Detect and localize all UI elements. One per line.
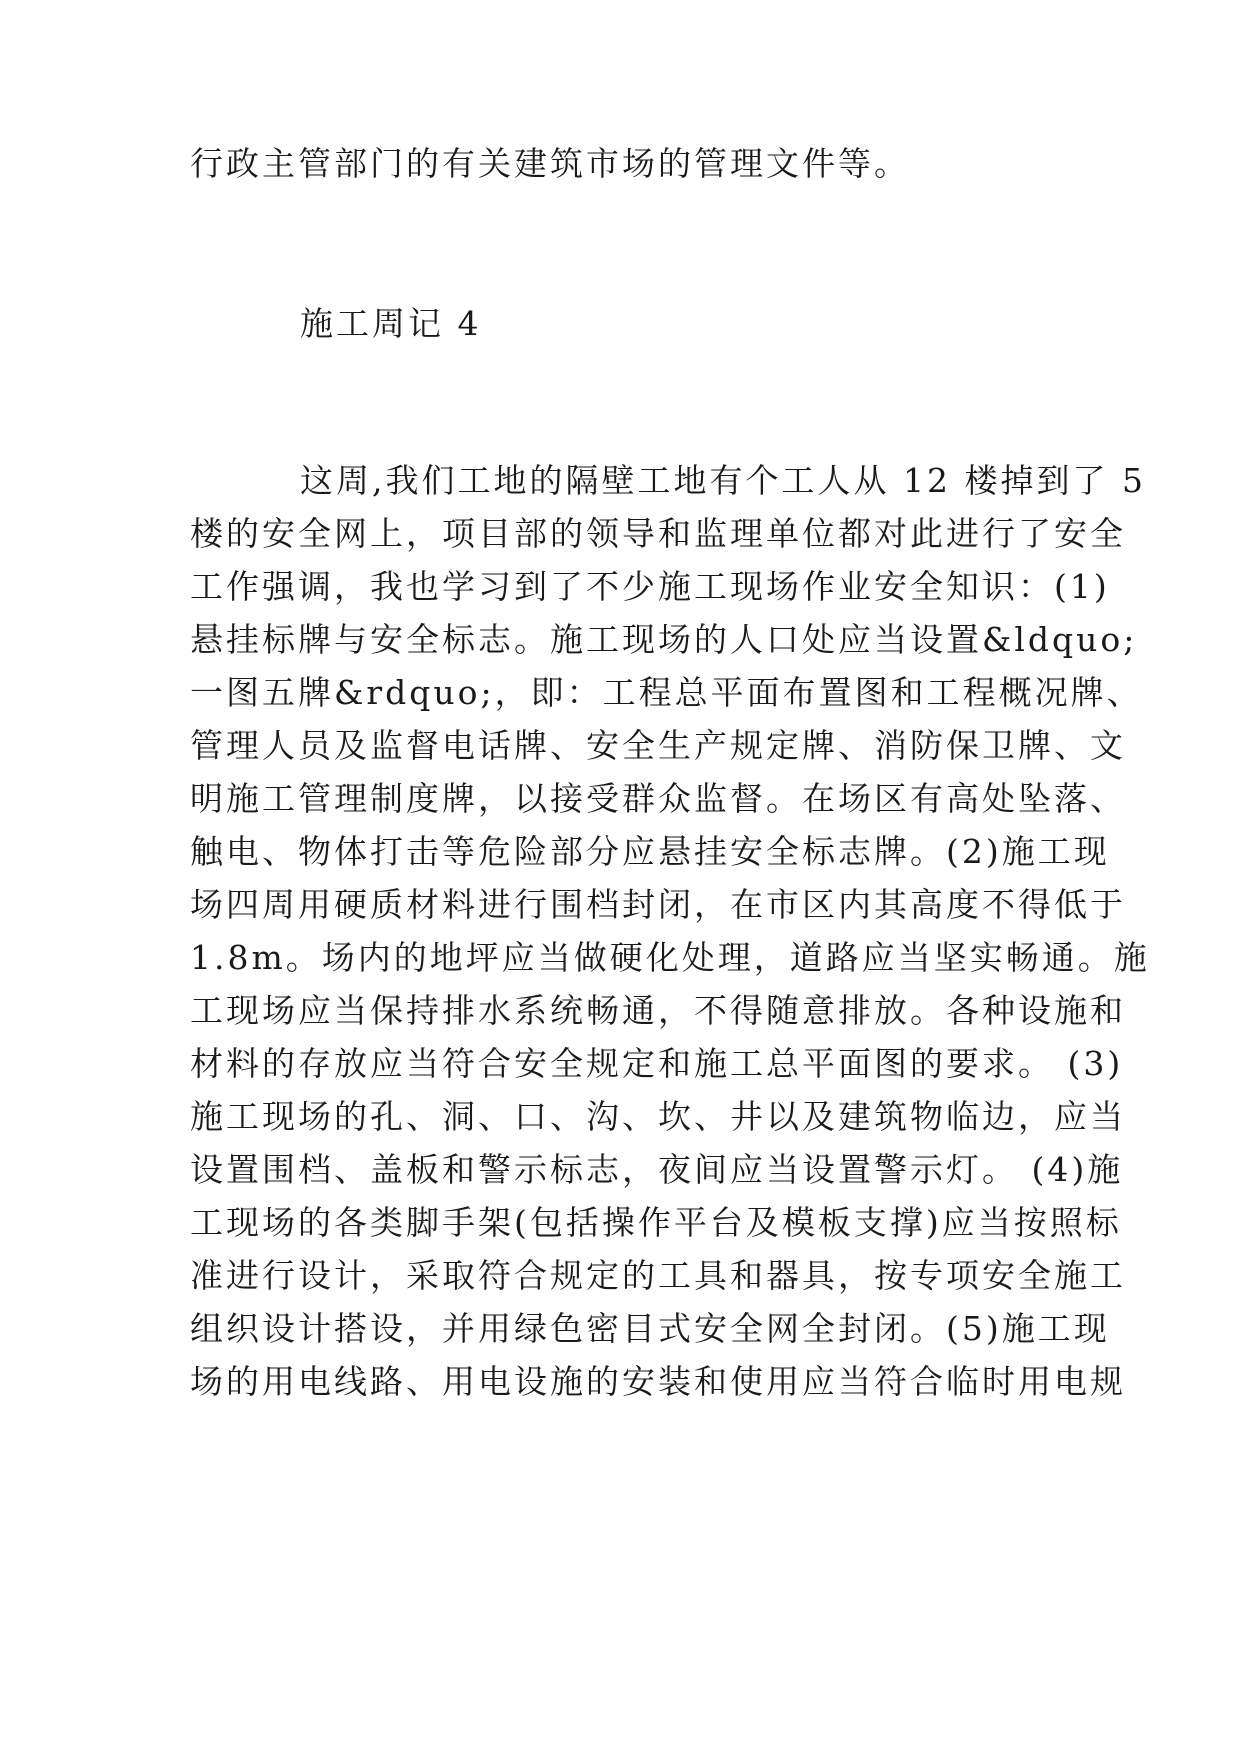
paragraph-line: 工现场应当保持排水系统畅通，不得随意排放。各种设施和 [190, 991, 1126, 1030]
paragraph-line: 工作强调，我也学习到了不少施工现场作业安全知识：(1) [190, 567, 1110, 606]
paragraph-line: 准进行设计，采取符合规定的工具和器具，按专项安全施工 [190, 1256, 1126, 1295]
paragraph-line: 一图五牌&rdquo;，即：工程总平面布置图和工程概况牌、 [190, 673, 1143, 712]
paragraph-line: 设置围档、盖板和警示标志，夜间应当设置警示灯。 (4)施 [190, 1150, 1124, 1189]
paragraph-line: 场四周用硬质材料进行围档封闭，在市区内其高度不得低于 [190, 885, 1126, 924]
paragraph-line: 场的用电线路、用电设施的安装和使用应当符合临时用电规 [190, 1362, 1126, 1401]
paragraph-line: 组织设计搭设，并用绿色密目式安全网全封闭。(5)施工现 [190, 1309, 1110, 1348]
paragraph-line: 材料的存放应当符合安全规定和施工总平面图的要求。 (3) [190, 1044, 1124, 1083]
section-title: 施工周记 4 [300, 304, 482, 343]
paragraph-line: 楼的安全网上，项目部的领导和监理单位都对此进行了安全 [190, 514, 1126, 553]
paragraph-line: 这周,我们工地的隔壁工地有个工人从 12 楼掉到了 5 [300, 461, 1146, 500]
paragraph-line: 触电、物体打击等危险部分应悬挂安全标志牌。(2)施工现 [190, 832, 1110, 871]
paragraph-line: 1.8m。场内的地坪应当做硬化处理，道路应当坚实畅通。施 [190, 938, 1150, 977]
paragraph-line: 明施工管理制度牌，以接受群众监督。在场区有高处坠落、 [190, 779, 1126, 818]
paragraph-line: 施工现场的孔、洞、口、沟、坎、井以及建筑物临边，应当 [190, 1097, 1126, 1136]
paragraph-line: 工现场的各类脚手架(包括操作平台及模板支撑)应当按照标 [190, 1203, 1122, 1242]
intro-text-line: 行政主管部门的有关建筑市场的管理文件等。 [190, 144, 910, 183]
paragraph-line: 悬挂标牌与安全标志。施工现场的人口处应当设置&ldquo; [190, 620, 1138, 659]
paragraph-line: 管理人员及监督电话牌、安全生产规定牌、消防保卫牌、文 [190, 726, 1126, 765]
